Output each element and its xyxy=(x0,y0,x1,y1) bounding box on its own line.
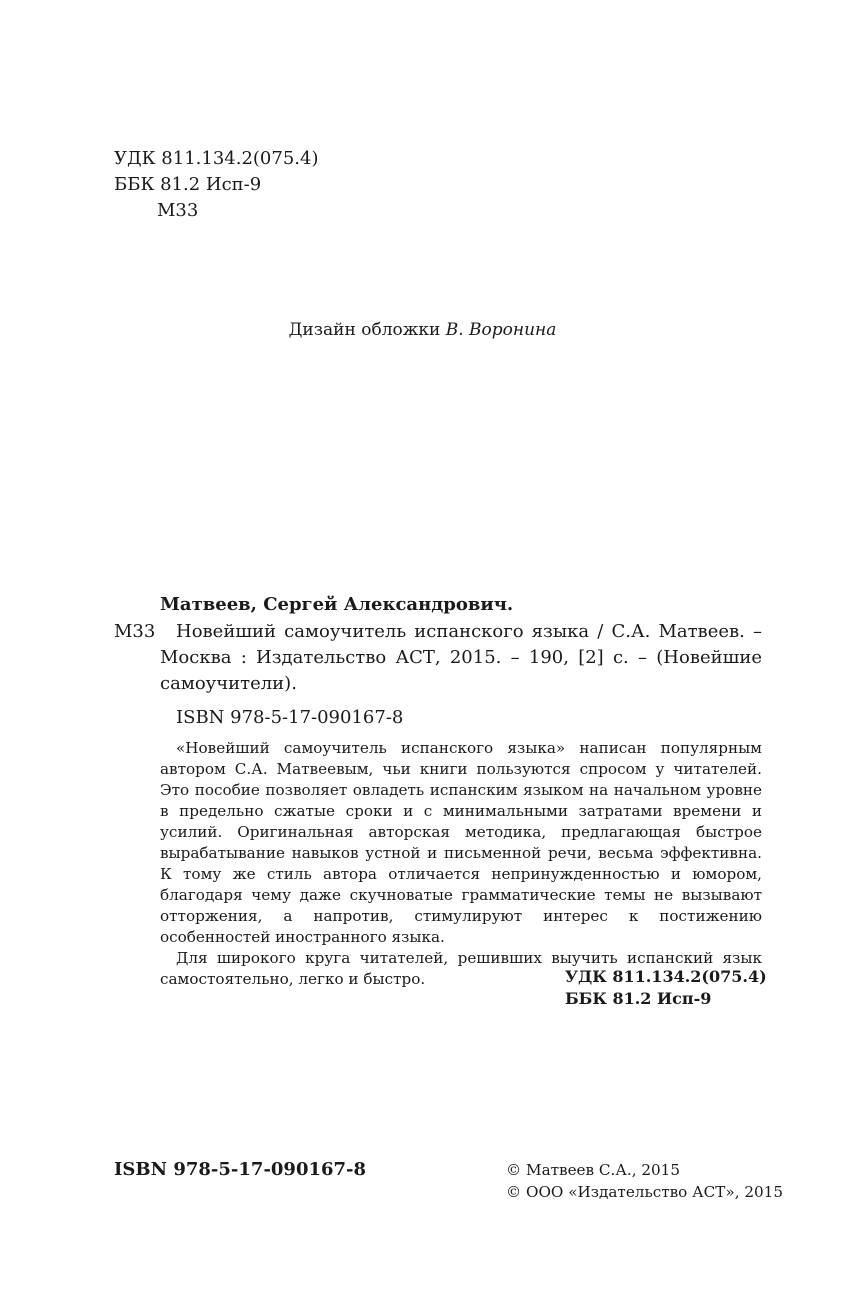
cover-design-prefix: Дизайн обложки xyxy=(288,320,446,340)
bibliographic-author-mark: М33 xyxy=(114,621,156,642)
bottom-udk-code: УДК 811.134.2(075.4) xyxy=(565,967,767,986)
copyright-publisher: © ООО «Издательство АСТ», 2015 xyxy=(506,1183,784,1201)
bbk-code: ББК 81.2 Исп-9 xyxy=(114,174,262,195)
annotation-paragraph-1: «Новейший самоучитель испанского языка» написан популярным автором С.А. Матвеевым, чьи книги пользуются спросом у читателей. Это пособие позволяет овладеть испанским языком на начальном уровне в предельно сжатые сроки и с минимальными затратами времени и усилий. Оригинальная авторская методика, предлагающая быстрое вырабатывание навыков устной и письменной речи, весьма эффективна. К тому же стиль автора отличается непринужденностью и юмором, благодаря чему даже скучноватые грамматические темы не вызывают отторжения, а напротив, стимулируют интерес к постижению особенностей иностранного языка. xyxy=(160,739,762,946)
copyright-author: © Матвеев С.А., 2015 xyxy=(506,1161,681,1179)
bottom-bbk-code: ББК 81.2 Исп-9 xyxy=(565,989,712,1008)
bottom-classification-block xyxy=(565,966,767,1010)
cover-design-credit xyxy=(0,318,845,342)
footer-isbn: ISBN 978-5-17-090167-8 xyxy=(114,1159,367,1180)
bibliographic-description-text: Новейший самоучитель испанского языка / С.А. Матвеев. – Москва : Издательство АСТ, 2015. – 190, [2] с. – (Новейшие самоучители). xyxy=(160,621,762,694)
copyright-block xyxy=(506,1159,783,1203)
classification-block xyxy=(114,146,318,224)
bibliographic-description xyxy=(160,619,762,697)
udk-code: УДК 811.134.2(075.4) xyxy=(114,148,319,169)
cover-designer-name: В. Воронина xyxy=(445,320,557,340)
author-heading: Матвеев, Сергей Александрович. xyxy=(160,594,514,615)
annotation-paragraph-2: Для широкого круга читателей, решивших выучить испанский язык самостоятельно, легко и быстро. xyxy=(160,949,762,988)
author-mark: М33 xyxy=(157,200,199,221)
annotation xyxy=(160,738,762,990)
bibliographic-isbn: ISBN 978-5-17-090167-8 xyxy=(176,707,404,728)
